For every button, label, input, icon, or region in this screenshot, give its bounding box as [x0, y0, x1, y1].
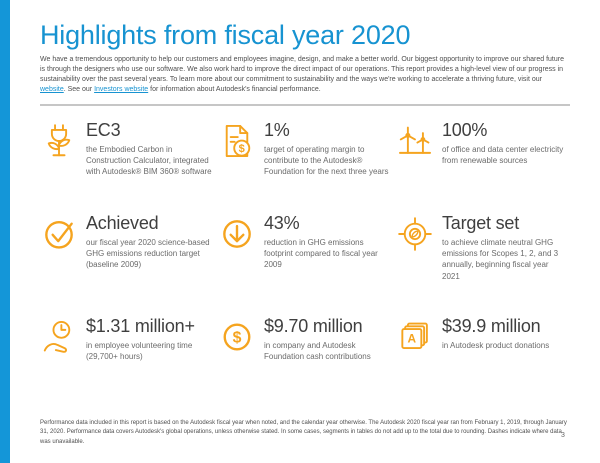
- stat-value: 1%: [264, 120, 290, 140]
- stat-description: target of operating margin to contribute to the Autodesk® Foundation for the next three years: [264, 145, 389, 177]
- a-glyph: A: [407, 331, 417, 346]
- stat-description: in employee volunteering time (29,700+ hours): [86, 341, 193, 362]
- stat-ghg-target-achieved: [40, 213, 218, 282]
- website-link[interactable]: website: [40, 86, 64, 94]
- stat-operating-margin: [218, 120, 396, 178]
- stat-renewable-electricity: [396, 120, 568, 178]
- stat-description: our fiscal year 2020 science-based GHG emissions reduction target (baseline 2009): [86, 238, 210, 270]
- stat-value: 100%: [442, 120, 488, 140]
- stat-description: of office and data center electricity from renewable sources: [442, 145, 564, 166]
- dollar-glyph: $: [232, 329, 242, 347]
- target-icon: [396, 215, 434, 253]
- stat-ghg-reduction: [218, 213, 396, 282]
- wind-turbines-icon: [396, 122, 434, 160]
- stat-ec3: [40, 120, 218, 178]
- stat-description: the Embodied Carbon in Construction Calculator, integrated with Autodesk® BIM 360® software: [86, 145, 212, 177]
- stat-climate-neutral-target: [396, 213, 568, 282]
- stats-row-3: [40, 316, 568, 362]
- intro-text-1: We have a tremendous opportunity to help our customers and employees imagine, design, and make a better world. Our biggest opportunity to improve our shared future is through the designers who use our software. We also work hard to improve the direct impact of our operations. This report provides a high-level view of our progress in sustainability over the past several years. To learn more about our commitment to sustainability and the ways we're working to accelerate a thriving future, visit our: [40, 56, 564, 84]
- stat-description: in Autodesk product donations: [442, 341, 550, 350]
- stat-value: $9.70 million: [264, 316, 363, 336]
- intro-text-2: . See our: [63, 86, 95, 94]
- stat-description: to achieve climate neutral GHG emissions for Scopes 1, 2, and 3 annually, beginning fiscal year 2021: [442, 238, 559, 281]
- stat-value: $39.9 million: [442, 316, 541, 336]
- stat-value: 43%: [264, 213, 300, 233]
- intro-text-3: for information about Autodesk's financial performance.: [148, 86, 321, 94]
- dollar-glyph: $: [238, 143, 245, 156]
- footnote-text: Performance data included in this report is based on the Autodesk fiscal year when noted, and the calendar year otherwise. The Autodesk 2020 fiscal year ran from February 1, 2019, through January 31, 2020. Performance data covers Autodesk's global operations, unless otherwise stated. In some cases, segments in tables do not add up to the total due to rounding. Dashes indicate where data was unavailable.: [40, 420, 567, 445]
- section-divider: [40, 104, 570, 106]
- stat-description: reduction in GHG emissions footprint compared to fiscal year 2009: [264, 238, 378, 270]
- stats-row-2: [40, 213, 568, 282]
- arrow-down-circle-icon: [218, 215, 256, 253]
- stat-value: $1.31 million+: [86, 316, 195, 336]
- stat-volunteering-time: [40, 316, 218, 362]
- intro-paragraph: [40, 55, 567, 96]
- page-title: Highlights from fiscal year 2020: [40, 20, 411, 50]
- stat-value: Target set: [442, 213, 520, 233]
- left-accent-bar: [0, 0, 10, 463]
- stat-description: in company and Autodesk Foundation cash contributions: [264, 341, 371, 362]
- stat-cash-contributions: [218, 316, 396, 362]
- stats-row-1: [40, 120, 568, 178]
- stat-value: EC3: [86, 120, 121, 140]
- stat-product-donations: [396, 316, 568, 362]
- dollar-circle-icon: [218, 318, 256, 356]
- product-stack-icon: [396, 318, 434, 356]
- hand-clock-icon: [40, 318, 78, 356]
- check-circle-icon: [40, 215, 78, 253]
- page-number: 3: [561, 432, 565, 439]
- investors-website-link[interactable]: Investors website: [94, 86, 149, 94]
- plant-plug-icon: [40, 122, 78, 160]
- stat-value: Achieved: [86, 213, 159, 233]
- document-dollar-icon: [218, 122, 256, 160]
